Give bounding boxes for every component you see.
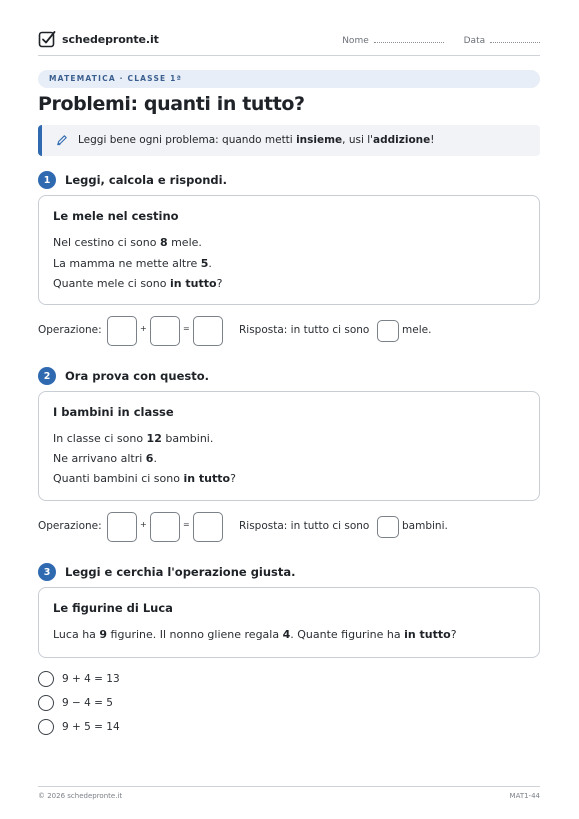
step-3-heading	[38, 563, 296, 581]
problem-line: Ne arrivano altri 6.	[53, 452, 157, 465]
problem-line: Quante mele ci sono in tutto?	[53, 277, 223, 290]
step-number: 3	[38, 563, 56, 581]
answer-box[interactable]	[377, 516, 399, 538]
addend-2-box[interactable]	[150, 316, 180, 346]
operation-row-1	[38, 316, 540, 346]
operation-row-2	[38, 512, 540, 542]
answer-unit: mele.	[402, 324, 432, 336]
brand-logo	[38, 30, 159, 48]
equals-sign: =	[183, 324, 190, 333]
problem-line: Quanti bambini ci sono in tutto?	[53, 472, 236, 485]
name-line	[374, 34, 444, 43]
answer-text: Risposta: in tutto ci sono	[239, 520, 370, 532]
radio-circle[interactable]	[38, 671, 54, 687]
problem-title: Le figurine di Luca	[53, 601, 173, 615]
problem-line: La mamma ne mette altre 5.	[53, 257, 212, 270]
radio-circle[interactable]	[38, 719, 54, 735]
problem-line: Luca ha 9 figurine. Il nonno gliene regala 4. Quante figurine ha in tutto?	[53, 628, 457, 641]
addend-1-box[interactable]	[107, 512, 137, 542]
instruction-callout	[38, 125, 540, 156]
addend-2-box[interactable]	[150, 512, 180, 542]
student-fields	[342, 34, 540, 46]
checklist-icon	[38, 30, 56, 48]
brand-name: schedepronte.it	[62, 32, 159, 46]
problem-card-2	[38, 391, 540, 501]
answer-text: Risposta: in tutto ci sono	[239, 324, 370, 336]
choice-option-3[interactable]	[38, 719, 120, 735]
name-field[interactable]: Nome	[342, 34, 443, 46]
addend-1-box[interactable]	[107, 316, 137, 346]
equals-sign: =	[183, 520, 190, 529]
operation-label: Operazione:	[38, 324, 102, 336]
step-number: 2	[38, 367, 56, 385]
choice-option-2[interactable]	[38, 695, 113, 711]
problem-card-1	[38, 195, 540, 305]
choice-text: 9 − 4 = 5	[62, 697, 113, 709]
step-number: 1	[38, 171, 56, 189]
operation-label: Operazione:	[38, 520, 102, 532]
step-label: Leggi e cerchia l'operazione giusta.	[65, 565, 296, 579]
plus-sign: +	[140, 520, 147, 529]
step-label: Leggi, calcola e rispondi.	[65, 173, 227, 187]
choice-text: 9 + 5 = 14	[62, 721, 120, 733]
page-header	[38, 30, 540, 56]
step-label: Ora prova con questo.	[65, 369, 210, 383]
problem-title: Le mele nel cestino	[53, 209, 179, 223]
date-field[interactable]: Data	[464, 34, 540, 46]
answer-box[interactable]	[377, 320, 399, 342]
choice-option-1[interactable]	[38, 671, 120, 687]
radio-circle[interactable]	[38, 695, 54, 711]
pencil-icon	[56, 134, 68, 146]
problem-title: I bambini in classe	[53, 405, 174, 419]
problem-card-3	[38, 587, 540, 658]
answer-unit: bambini.	[402, 520, 448, 532]
problem-line: Nel cestino ci sono 8 mele.	[53, 236, 202, 249]
date-line	[490, 34, 540, 43]
problem-line: In classe ci sono 12 bambini.	[53, 432, 214, 445]
callout-text: Leggi bene ogni problema: quando metti insieme, usi l'addizione!	[78, 134, 435, 146]
copyright-text: © 2026 schedepronte.it	[38, 792, 123, 800]
sheet-code: MAT1-44	[509, 792, 540, 800]
subject-badge: MATEMATICA · CLASSE 1ª	[38, 70, 540, 88]
step-1-heading	[38, 171, 227, 189]
plus-sign: +	[140, 324, 147, 333]
step-2-heading	[38, 367, 209, 385]
page-footer	[38, 786, 540, 800]
result-box[interactable]	[193, 316, 223, 346]
result-box[interactable]	[193, 512, 223, 542]
choice-text: 9 + 4 = 13	[62, 673, 120, 685]
page-title: Problemi: quanti in tutto?	[38, 93, 305, 115]
